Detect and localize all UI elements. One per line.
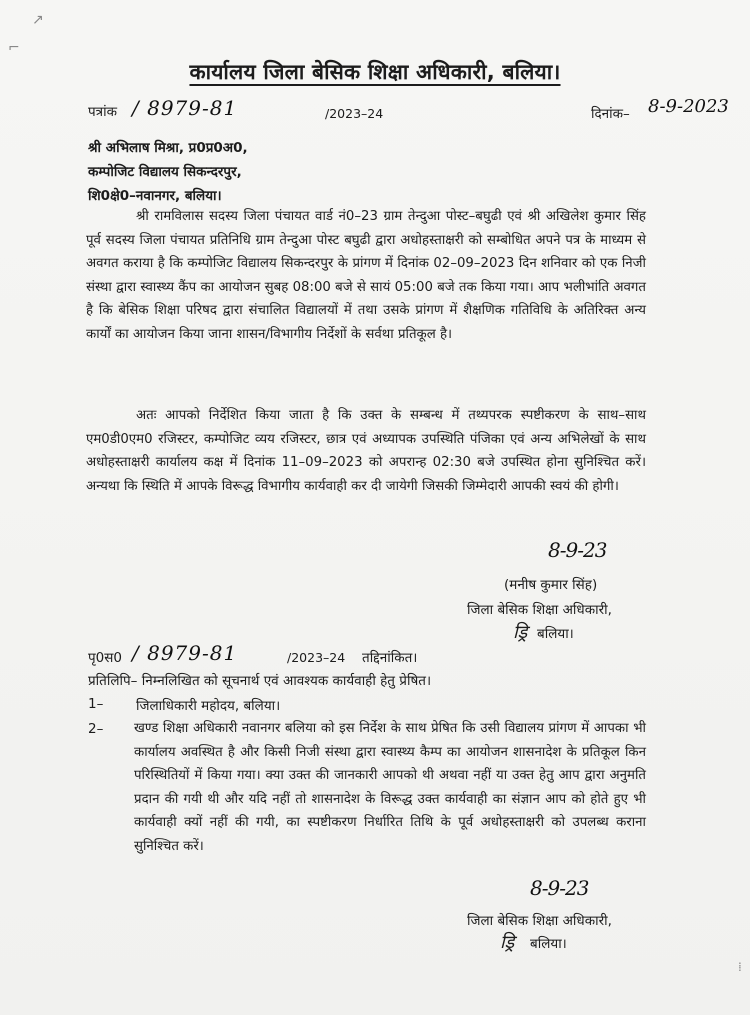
officer-place: बलिया। [537, 626, 574, 642]
copy-item-1-number: 1– [88, 696, 104, 712]
copy-item-2-text: खण्ड शिक्षा अधिकारी नवानगर बलिया को इस निर्देश के साथ प्रेषित कि उसी विद्यालय प्रांगण में आपका भी कार्यालय अवस्थित है और किसी निजी संस्था द्वारा स्वास्थ्य कैम्प का आयोजन शासनादेश के प्रतिकूल किन परिस्थितियों में किया गया। क्या उक्त की जानकारी आपको थी अथवा नहीं या उक्त हेतु आप द्वारा अनुमति प्रदान की गयी थी और यदि नहीं तो शासनादेश के विरूद्ध उक्त कार्यवाही का संज्ञान आप को होते हुए भी कार्यवाही क्यों नहीं की गयी, का स्पष्टीकरण निर्धारित तिथि के पूर्व अधोहस्ताक्षरी को उपलब्ध कराना सुनिश्चित करें। [134, 721, 646, 854]
date-label: दिनांक– [591, 106, 630, 122]
copy-officer-designation: जिला बेसिक शिक्षा अधिकारी, [467, 913, 612, 929]
copy-item-2-number: 2– [88, 721, 104, 737]
copy-tad: तद्दिनांकित। [362, 650, 418, 666]
recipient-line-3: शि0क्षे0–नवानगर, बलिया। [88, 188, 222, 204]
pin-mark: ⌐ [8, 40, 20, 56]
officer-designation: जिला बेसिक शिक्षा अधिकारी, [467, 602, 612, 618]
copy-heading: प्रतिलिपि– निम्नलिखित को सूचनार्थ एवं आवश्यक कार्यवाही हेतु प्रेषित। [88, 673, 432, 689]
office-title: कार्यालय जिला बेसिक शिक्षा अधिकारी, बलिया। [189, 60, 561, 84]
signature-mark-2: 8-9-23 [530, 876, 589, 900]
body-paragraph-1: श्री रामविलास सदस्य जिला पंचायत वार्ड नं0–23 ग्राम तेन्दुआ पोस्ट–बघुढी एवं श्री अखिलेश कुमार सिंह पूर्व सदस्य जिला पंचायत प्रतिनिधि ग्राम तेन्दुआ पोस्ट बघुढी द्वारा अधोहस्ताक्षरी को सम्बोधित अपने पत्र के माध्यम से अवगत कराया है कि कम्पोजिट विद्यालय सिकन्दरपुर के प्रांगण में दिनांक 02–09–2023 दिन शनिवार को एक निजी संस्था द्वारा स्वास्थ्य कैंप का आयोजन सुबह 08:00 बजे से सायं 05:00 बजे तक किया गया। आप भलीभांति अवगत है कि बेसिक शिक्षा परिषद द्वारा संचालित विद्यालयों में तथा उसके प्रांगण में शैक्षणिक गतिविधि के अतिरिक्त अन्य कार्यों का आयोजन किया जाना शासन/विभागीय निर्देशों के सर्वथा प्रतिकूल है। [86, 209, 646, 342]
recipient-line-1: श्री अभिलाष मिश्रा, प्र0प्र0अ0, [88, 140, 248, 156]
copy-number: / 8979-81 [132, 641, 238, 665]
pin-mark-2: ↗ [32, 12, 44, 28]
copy-item-1-text: जिलाधिकारी महोदय, बलिया। [136, 698, 281, 714]
copy-year: /2023–24 [287, 650, 346, 665]
patrank-number: / 8979-81 [132, 96, 238, 120]
officer-name: (मनीष कुमार सिंह) [504, 577, 598, 593]
recipient-line-2: कम्पोजिट विद्यालय सिकन्दरपुर, [88, 164, 242, 180]
patrank-year: /2023–24 [325, 106, 384, 121]
date-value: 8-9-2023 [648, 96, 729, 117]
edge-mark: ⁞ [738, 960, 742, 974]
copy-prefix: पृ0स0 [88, 650, 122, 666]
signature-mark-1: 8-9-23 [548, 538, 607, 562]
signature-initial-1: ड्रि [513, 622, 528, 643]
body-paragraph-2: अतः आपको निर्देशित किया जाता है कि उक्त के सम्बन्ध में तथ्यपरक स्पष्टीकरण के साथ–साथ एम0डी0एम0 रजिस्टर, कम्पोजिट व्यय रजिस्टर, छात्र एवं अध्यापक उपस्थिति पंजिका एवं अन्य अभिलेखों के साथ अधोहस्ताक्षरी कार्यालय कक्ष में दिनांक 11–09–2023 को अपरान्ह 02:30 बजे उपस्थित होना सुनिश्चित करें। अन्यथा कि स्थिति में आपके विरूद्ध विभागीय कार्यवाही कर दी जायेगी जिसकी जिम्मेदारी आपकी स्वयं की होगी। [86, 408, 646, 494]
patrank-label: पत्रांक [88, 104, 117, 120]
copy-officer-place: बलिया। [530, 936, 567, 952]
signature-initial-2: ड्रि [500, 932, 515, 953]
